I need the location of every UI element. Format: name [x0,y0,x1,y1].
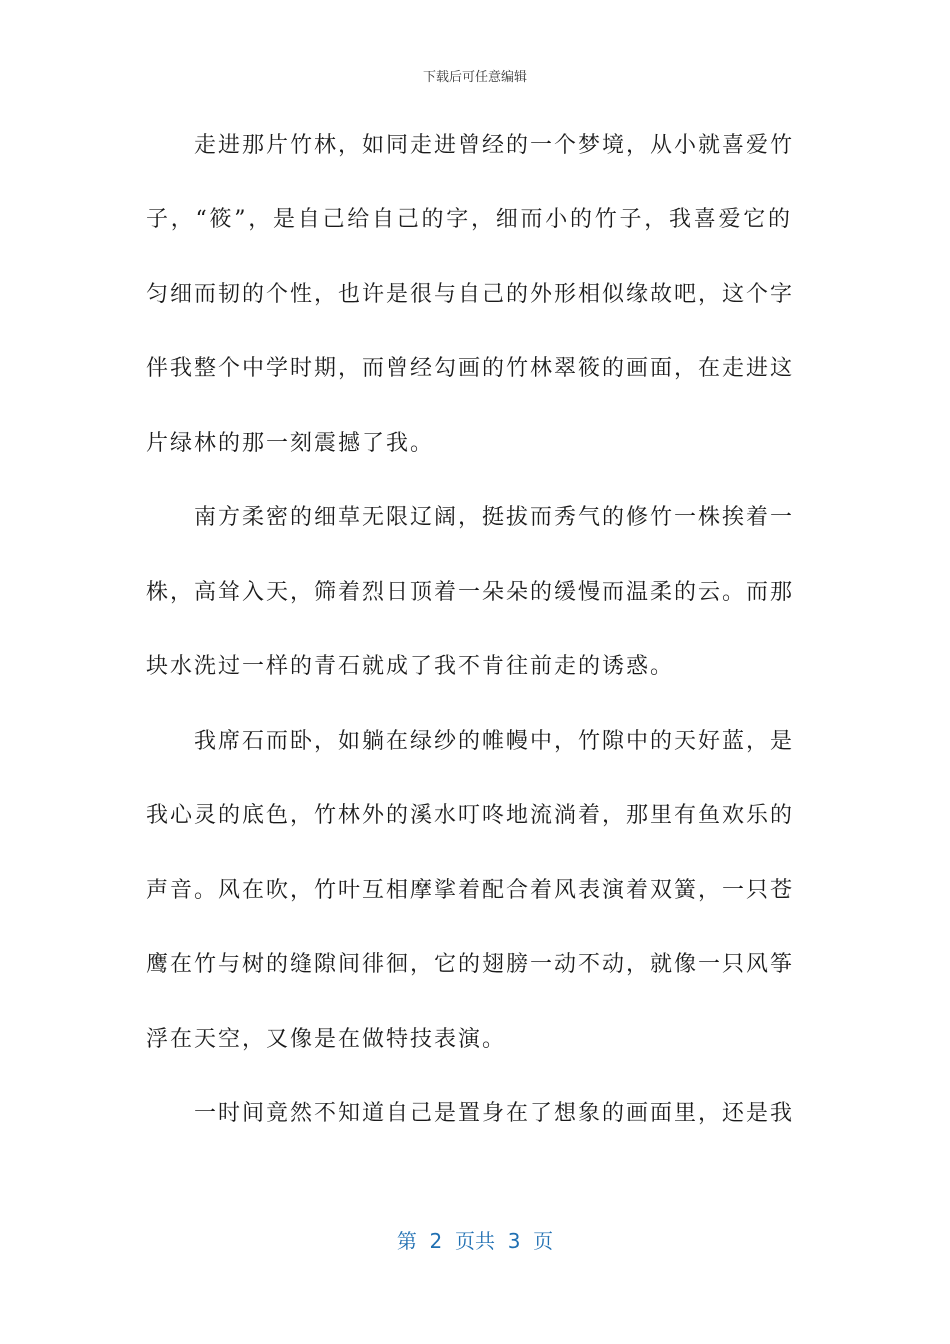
paragraph-line: 走进那片竹林，如同走进曾经的一个梦境，从小就喜爱竹 [194,133,795,158]
page-number: 第 2 页共 3 页 [396,1229,554,1253]
paragraph-line: 我席石而卧，如躺在绿纱的帷幔中，竹隙中的天好蓝，是 [194,729,795,754]
paragraph-line: 株，高耸入天，筛着烈日顶着一朵朵的缓慢而温柔的云。而那 [146,580,795,605]
paragraph-line: 南方柔密的细草无限辽阔，挺拔而秀气的修竹一株挨着一 [194,505,795,530]
paragraph-line: 伴我整个中学时期，而曾经勾画的竹林翠筱的画面，在走进这 [146,356,795,381]
paragraph-line: 声音。风在吹，竹叶互相摩挲着配合着风表演着双簧，一只苍 [146,878,795,903]
paragraph-line: 我心灵的底色，竹林外的溪水叮咚地流淌着，那里有鱼欢乐的 [146,803,795,828]
paragraph-line: 块水洗过一样的青石就成了我不肯往前走的诱惑。 [146,654,675,679]
paragraph-line: 片绿林的那一刻震撼了我。 [146,431,435,456]
paragraph-line: 一时间竟然不知道自己是置身在了想象的画面里，还是我 [194,1101,795,1126]
header-note: 下载后可任意编辑 [422,70,527,85]
paragraph-line: 子，“筱”，是自己给自己的字，细而小的竹子，我喜爱它的 [146,207,792,232]
paragraph-line: 浮在天空，又像是在做特技表演。 [146,1027,507,1052]
paragraph-line: 匀细而韧的个性，也许是很与自己的外形相似缘故吧，这个字 [146,282,795,307]
paragraph-line: 鹰在竹与树的缝隙间徘徊，它的翅膀一动不动，就像一只风筝 [146,952,795,977]
